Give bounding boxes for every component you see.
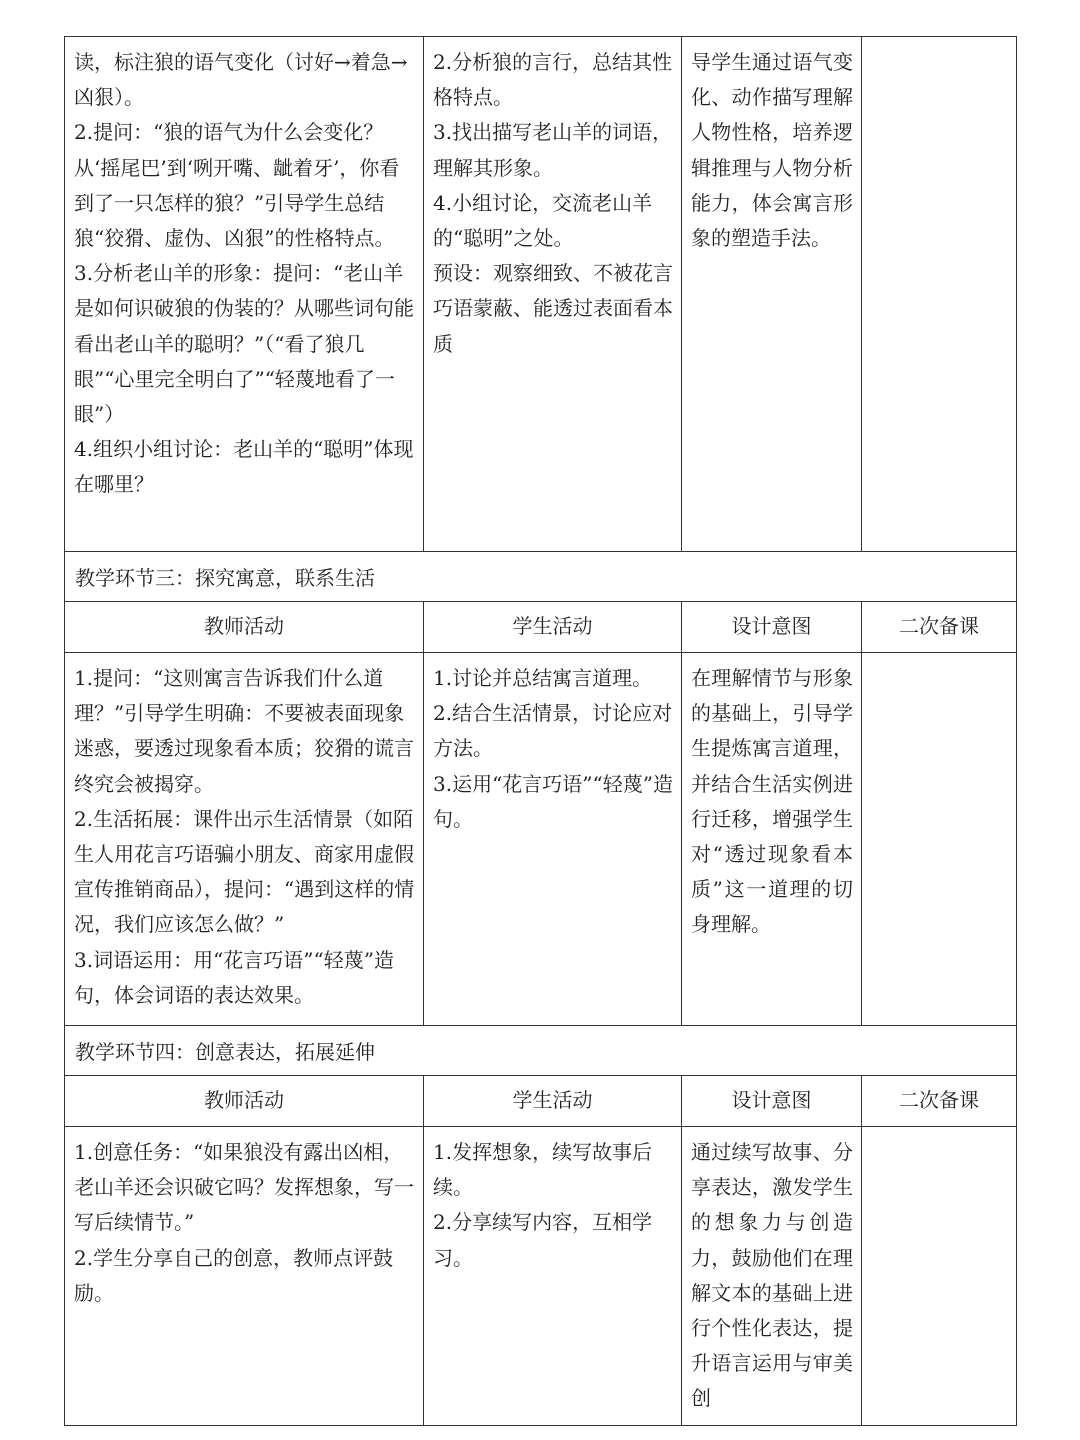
teacher-activity-cell xyxy=(65,653,424,1026)
teacher-activity-line: 3.分析老山羊的形象：提问：“老山羊是如何识破狼的伪装的？从哪些词句能看出老山羊的聪明？”（“看了狼几眼”“心里完全明白了”“轻蔑地看了一眼”） xyxy=(74,261,414,427)
header-design-intent: 设计意图 xyxy=(682,1076,862,1127)
table-row xyxy=(65,37,1017,552)
teacher-activity-line: 3.词语运用：用“花言巧语”“轻蔑”造句，体会词语的表达效果。 xyxy=(74,947,394,1007)
design-intent-cell xyxy=(682,1127,862,1426)
student-activity-cell xyxy=(424,653,682,1026)
teacher-activity-line: 4.组织小组讨论：老山羊的“聪明”体现在哪里？ xyxy=(74,437,414,497)
second-prep-cell xyxy=(862,1127,1017,1426)
header-design-intent: 设计意图 xyxy=(682,602,862,653)
section-row xyxy=(65,552,1017,602)
second-prep-cell xyxy=(862,653,1017,1026)
table-row xyxy=(65,1127,1017,1426)
design-intent-text: 导学生通过语气变化、动作描写理解人物性格，培养逻辑推理与人物分析能力，体会寓言形象的塑造手法。 xyxy=(691,50,853,251)
teacher-activity-line: 1.提问：“这则寓言告诉我们什么道理？”引导学生明确：不要被表面现象迷惑，要透过现象看本质；狡猾的谎言终究会被揭穿。 xyxy=(74,666,414,796)
design-intent-cell xyxy=(682,37,862,552)
table-row xyxy=(65,653,1017,1026)
student-activity-line: 2.分析狼的言行，总结其性格特点。 xyxy=(433,50,673,110)
header-student-activity: 学生活动 xyxy=(424,602,682,653)
teacher-activity-line: 2.学生分享自己的创意，教师点评鼓励。 xyxy=(74,1245,394,1305)
design-intent-text: 在理解情节与形象的基础上，引导学生提炼寓言道理，并结合生活实例进行迁移，增强学生对“透过现象看本质”这一道理的切身理解。 xyxy=(691,666,853,937)
student-activity-line: 3.找出描写老山羊的词语，理解其形象。 xyxy=(433,120,673,180)
header-second-prep: 二次备课 xyxy=(862,602,1017,653)
teacher-activity-line: 读，标注狼的语气变化（讨好→着急→凶狠）。 xyxy=(74,50,408,110)
section-title-4: 教学环节四：创意表达，拓展延伸 xyxy=(65,1026,1017,1076)
header-second-prep: 二次备课 xyxy=(862,1076,1017,1127)
lesson-plan-table xyxy=(64,36,1017,1426)
student-activity-line: 2.结合生活情景，讨论应对方法。 xyxy=(433,701,673,761)
lesson-plan-page xyxy=(64,36,1016,1426)
student-activity-line: 1.讨论并总结寓言道理。 xyxy=(433,666,653,690)
student-activity-line: 预设：观察细致、不被花言巧语蒙蔽、能透过表面看本质 xyxy=(433,261,673,356)
design-intent-cell xyxy=(682,653,862,1026)
student-activity-line: 4.小组讨论，交流老山羊的“聪明”之处。 xyxy=(433,190,653,251)
teacher-activity-line: 2.提问：“狼的语气为什么会变化？从‘摇尾巴’到‘咧开嘴、龇着牙’，你看到了一只怎样的狼？”引导学生总结狼“狡猾、虚伪、凶狠”的性格特点。 xyxy=(74,120,400,251)
student-activity-line: 1.发挥想象，续写故事后续。 xyxy=(433,1140,653,1200)
section-row xyxy=(65,1026,1017,1076)
teacher-activity-line: 2.生活拓展：课件出示生活情景（如陌生人用花言巧语骗小朋友、商家用虚假宣传推销商品），提问：“遇到这样的情况，我们应该怎么做？” xyxy=(74,806,415,937)
student-activity-cell xyxy=(424,37,682,552)
header-row xyxy=(65,1076,1017,1127)
second-prep-cell xyxy=(862,37,1017,552)
section-title-3: 教学环节三：探究寓意，联系生活 xyxy=(65,552,1017,602)
header-teacher-activity: 教师活动 xyxy=(65,602,424,653)
teacher-activity-line: 1.创意任务：“如果狼没有露出凶相，老山羊还会识破它吗？发挥想象，写一写后续情节。” xyxy=(74,1140,414,1235)
student-activity-cell xyxy=(424,1127,682,1426)
student-activity-line: 2.分享续写内容，互相学习。 xyxy=(433,1210,653,1270)
header-student-activity: 学生活动 xyxy=(424,1076,682,1127)
design-intent-text: 通过续写故事、分享表达，激发学生的想象力与创造力，鼓励他们在理解文本的基础上进行个性化表达，提升语言运用与审美创 xyxy=(691,1140,853,1411)
header-row xyxy=(65,602,1017,653)
teacher-activity-cell xyxy=(65,37,424,552)
teacher-activity-cell xyxy=(65,1127,424,1426)
header-teacher-activity: 教师活动 xyxy=(65,1076,424,1127)
student-activity-line: 3.运用“花言巧语”“轻蔑”造句。 xyxy=(433,771,673,831)
